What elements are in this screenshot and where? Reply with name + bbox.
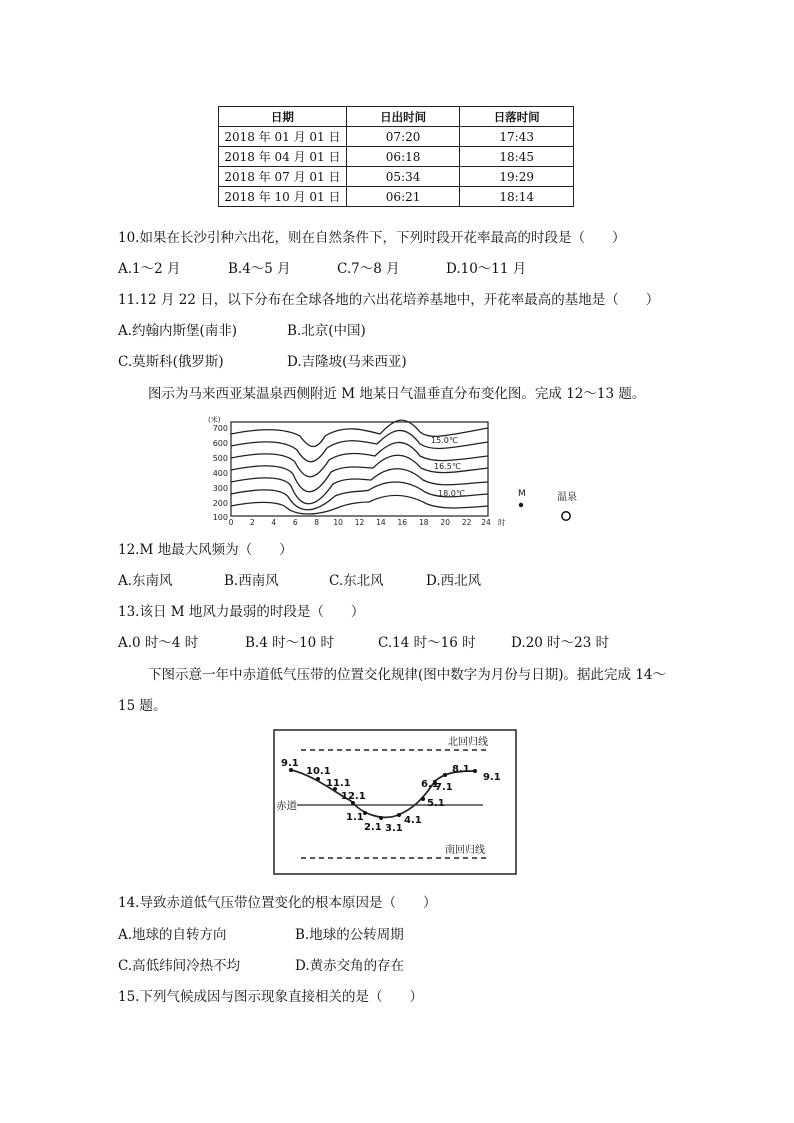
table-cell: 18:45 [460,147,574,167]
table-cell: 2018 年 01 月 01 日 [219,127,347,147]
x-tick: 18 [419,518,429,527]
intro-q12-13: 图示为马来西亚某温泉西侧附近 M 地某日气温垂直分布变化图。完成 12～13 题。 [148,386,646,402]
point-label: 5.1 [427,798,445,809]
point-label: 1.1 [346,812,364,823]
x-tick: 2 [250,518,255,527]
q13-option-a: A.0 时～4 时 [118,635,199,651]
q10-option-c: C.7～8 月 [337,261,400,277]
column-header: 日落时间 [460,107,574,127]
q13-option-d: D.20 时～23 时 [511,635,610,651]
q14-option-b: B.地球的公转周期 [295,927,404,943]
q13-option-c: C.14 时～16 时 [378,635,476,651]
q12-option-d: D.西北风 [426,573,482,589]
temperature-isotherm-figure [205,410,595,532]
table-cell: 19:29 [460,167,574,187]
q10-option-d: D.10～11 月 [446,261,527,277]
x-tick: 10 [333,518,343,527]
point-label: 4.1 [404,815,422,826]
y-unit-label: (米) [208,416,221,424]
tropic-of-cancer-label: 北回归线 [448,737,488,748]
x-tick: 0 [228,518,234,527]
isotherm-label: 15.0℃ [431,436,458,445]
table-header-row [219,107,574,127]
q12-option-a: A.东南风 [118,573,173,589]
x-tick: 22 [461,518,472,527]
table-cell: 06:21 [346,187,460,207]
isotherm-line [231,496,488,515]
x-tick: 4 [271,518,277,527]
q12-option-c: C.东北风 [329,573,384,589]
month-point [397,813,401,817]
table-row [219,127,574,147]
question-14-stem: 14.导致赤道低气压带位置变化的根本原因是（ ） [118,895,437,911]
hot-spring-marker [562,512,570,520]
x-tick: 20 [440,518,450,527]
y-tick: 300 [212,484,228,493]
x-unit-label: 时 [498,518,506,527]
question-12-stem: 12.M 地最大风频为（ ） [118,542,293,558]
question-15-stem: 15.下列气候成因与图示现象直接相关的是（ ） [118,989,423,1005]
isotherm-label: 16.5℃ [434,462,461,471]
question-11-stem: 11.12 月 22 日，以下分布在全球各地的六出花培养基地中，开花率最高的基地是（ ） [118,292,660,308]
x-tick: 6 [292,518,298,527]
y-tick: 200 [212,499,228,508]
q10-option-a: A.1～2 月 [118,261,181,277]
y-tick: 100 [212,513,228,522]
point-m-marker [519,503,523,507]
question-13-stem: 13.该日 M 地风力最弱的时段是（ ） [118,604,365,620]
month-point [473,769,477,773]
point-label: 9.1 [281,758,299,769]
isotherm-label: 18.0℃ [438,489,465,498]
month-point [443,773,447,777]
q14-option-c: C.高低纬间冷热不均 [118,958,241,974]
point-label: 11.1 [326,778,351,789]
point-label: 10.1 [306,766,331,777]
point-label: 2.1 [364,822,382,833]
tropic-of-capricorn-label: 南回归线 [445,845,485,856]
table-cell: 2018 年 10 月 01 日 [219,187,347,207]
y-tick: 600 [212,439,228,448]
q12-option-b: B.西南风 [224,573,279,589]
q11-option-c: C.莫斯科(俄罗斯) [118,354,224,370]
point-label: 9.1 [483,772,501,783]
isotherm-line [231,469,488,504]
month-point [421,797,425,801]
point-label: 6.1 [421,779,439,790]
q13-option-b: B.4 时～10 时 [245,635,335,651]
y-tick: 500 [212,454,228,463]
point-label: 3.1 [385,823,403,834]
column-header: 日期 [219,107,347,127]
table-cell: 18:14 [460,187,574,207]
month-point [316,777,320,781]
table-cell: 05:34 [346,167,460,187]
column-header: 日出时间 [346,107,460,127]
table-cell: 2018 年 07 月 01 日 [219,167,347,187]
equatorial-low-figure [273,729,517,875]
table-row [219,147,574,167]
point-m-label: M [518,489,526,499]
intro-q14-15-line1: 下图示意一年中赤道低气压带的位置交化规律(图中数字为月份与日期)。据此完成 14～ [148,667,667,683]
question-10-stem: 10.如果在长沙引种六出花，则在自然条件下，下列时段开花率最高的时段是（ ） [118,230,626,246]
point-label: 7.1 [435,782,453,793]
x-tick: 12 [354,518,365,527]
y-tick: 400 [212,469,228,478]
q14-option-d: D.黄赤交角的存在 [295,958,405,974]
x-tick: 8 [314,518,320,527]
month-point [379,816,383,820]
table-cell: 2018 年 04 月 01 日 [219,147,347,167]
q11-option-a: A.约翰内斯堡(南非) [118,323,238,339]
q14-option-a: A.地球的自转方向 [118,927,227,943]
sunrise-sunset-table [218,106,574,207]
table-cell: 06:18 [346,147,460,167]
x-tick: 24 [481,518,491,527]
equator-label: 赤道 [276,800,297,812]
y-tick: 700 [212,424,228,433]
table-row [219,167,574,187]
hot-spring-label: 温泉 [557,492,577,503]
x-tick: 16 [397,518,408,527]
table-cell: 07:20 [346,127,460,147]
point-label: 8.1 [452,764,470,775]
table-cell: 17:43 [460,127,574,147]
point-label: 12.1 [341,791,366,802]
table-row [219,187,574,207]
q10-option-b: B.4～5 月 [228,261,291,277]
intro-q14-15-line2: 15 题。 [118,698,167,714]
q11-option-b: B.北京(中国) [287,323,366,339]
x-tick: 14 [376,518,386,527]
q11-option-d: D.吉隆坡(马来西亚) [287,354,407,370]
